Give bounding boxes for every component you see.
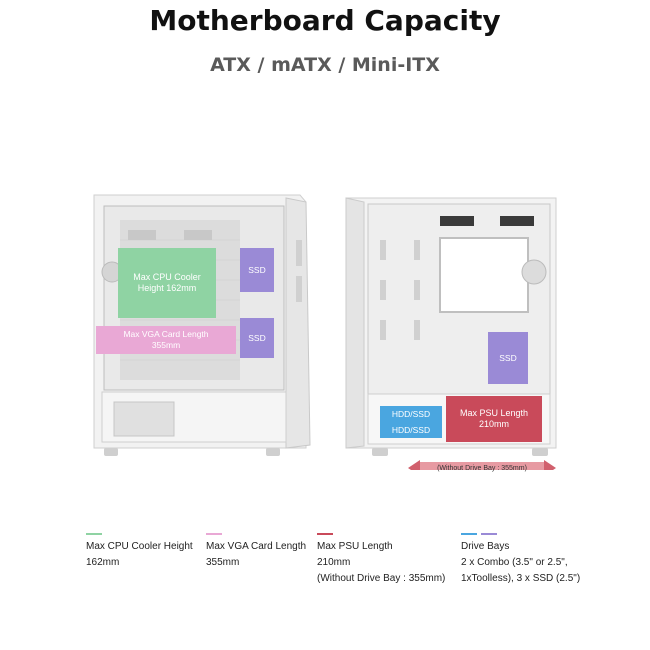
legend-vga-line-1: Max VGA Card Length (206, 541, 307, 552)
legend-cpu-line-1: Max CPU Cooler Height (86, 541, 193, 552)
psu-label: Max PSU Length 210mm (459, 408, 529, 429)
ssd-rear-label: SSD (499, 352, 517, 363)
legend-psu-accent (317, 533, 333, 535)
cpu-cooler-label: Max CPU Cooler Height 162mm (133, 272, 201, 293)
legend-cpu-accent (86, 533, 102, 535)
legend-drive-bays (461, 533, 580, 587)
hdd-ssd-zone-2 (380, 422, 442, 438)
dimension-label: (Without Drive Bay : 355mm) (437, 464, 527, 472)
legend-drive-line-3: 1xToolless), 3 x SSD (2.5") (461, 573, 581, 584)
legend-cpu-line-2: 162mm (86, 557, 120, 568)
case-illustration (0, 180, 650, 470)
hdd-ssd-zone-1 (380, 406, 442, 422)
legend-psu (317, 533, 445, 587)
legend-vga-accent (206, 533, 222, 535)
ssd-top-label: SSD (248, 264, 266, 275)
legend-psu-line-2: 210mm (317, 557, 351, 568)
hdd-ssd-label-2: HDD/SSD (391, 424, 431, 435)
legend-drive-accents (461, 533, 580, 535)
legend-vga (206, 533, 306, 571)
hdd-ssd-label-1: HDD/SSD (391, 408, 431, 419)
legend-psu-line-3: (Without Drive Bay : 355mm) (317, 573, 446, 584)
psu-zone (446, 396, 542, 442)
legend-drive-line-2: 2 x Combo (3.5" or 2.5", (461, 557, 568, 568)
cpu-cooler-zone (118, 248, 216, 318)
page-title: Motherboard Capacity (149, 4, 501, 37)
ssd-rear-zone (488, 332, 528, 384)
vga-card-label: Max VGA Card Length 355mm (123, 329, 209, 350)
ssd-mid-label: SSD (248, 332, 266, 343)
legend-psu-line-1: Max PSU Length (317, 541, 393, 552)
legend-vga-line-2: 355mm (206, 557, 240, 568)
legend-drive-line-1: Drive Bays (461, 541, 510, 552)
page-subtitle: ATX / mATX / Mini-ITX (210, 54, 440, 76)
vga-card-zone (96, 326, 236, 354)
ssd-top-zone (240, 248, 274, 292)
ssd-mid-zone (240, 318, 274, 358)
legend-cpu (86, 533, 193, 571)
